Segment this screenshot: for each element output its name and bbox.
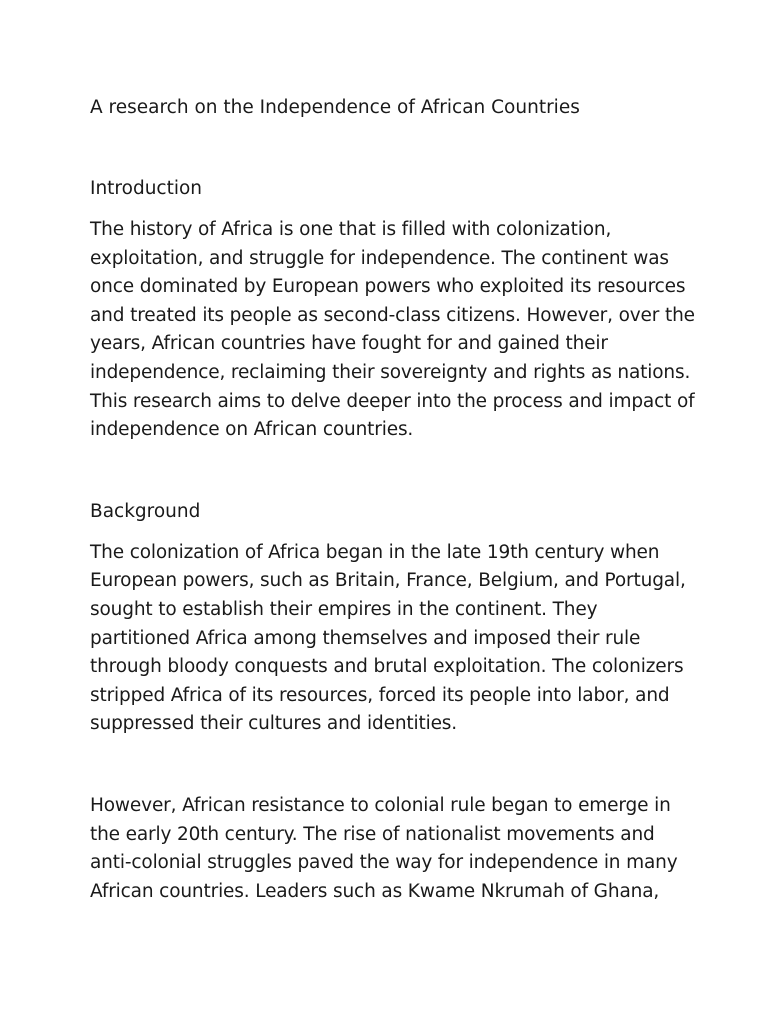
paragraph-line: years, African countries have fought for and gained their	[90, 333, 608, 355]
document-title: A research on the Independence of African Countries	[90, 97, 580, 118]
paragraph-line: through bloody conquests and brutal exploitation. The colonizers	[90, 656, 684, 678]
paragraph-line: independence on African countries.	[90, 419, 414, 441]
paragraph-line: once dominated by European powers who exploited its resources	[90, 276, 686, 298]
background-paragraph	[90, 539, 690, 739]
document-page	[90, 94, 695, 906]
paragraph-line: and treated its people as second-class citizens. However, over the	[90, 304, 695, 326]
section-heading-background: Background	[90, 500, 201, 522]
paragraph-line: exploitation, and struggle for independence. The continent was	[90, 247, 669, 269]
paragraph-line: However, African resistance to colonial rule began to emerge in	[90, 794, 671, 816]
resistance-paragraph	[90, 792, 690, 906]
introduction-paragraph	[90, 216, 695, 445]
paragraph-line: anti-colonial struggles paved the way for independence in many	[90, 852, 678, 874]
paragraph-line: stripped Africa of its resources, forced its people into labor, and	[90, 684, 670, 706]
paragraph-line: African countries. Leaders such as Kwame Nkrumah of Ghana,	[90, 880, 660, 902]
section-heading-introduction: Introduction	[90, 178, 203, 199]
paragraph-line: This research aims to delve deeper into the process and impact of	[90, 390, 695, 412]
paragraph-line: independence, reclaiming their sovereignty and rights as nations.	[90, 361, 691, 383]
paragraph-line: the early 20th century. The rise of nationalist movements and	[90, 823, 655, 845]
paragraph-line: partitioned Africa among themselves and imposed their rule	[90, 627, 641, 649]
paragraph-line: The history of Africa is one that is filled with colonization,	[90, 219, 612, 240]
paragraph-line: European powers, such as Britain, France, Belgium, and Portugal,	[90, 570, 686, 592]
paragraph-line: The colonization of Africa began in the late 19th century when	[90, 541, 660, 563]
paragraph-line: suppressed their cultures and identities.	[90, 713, 458, 735]
paragraph-line: sought to establish their empires in the continent. They	[90, 598, 598, 620]
